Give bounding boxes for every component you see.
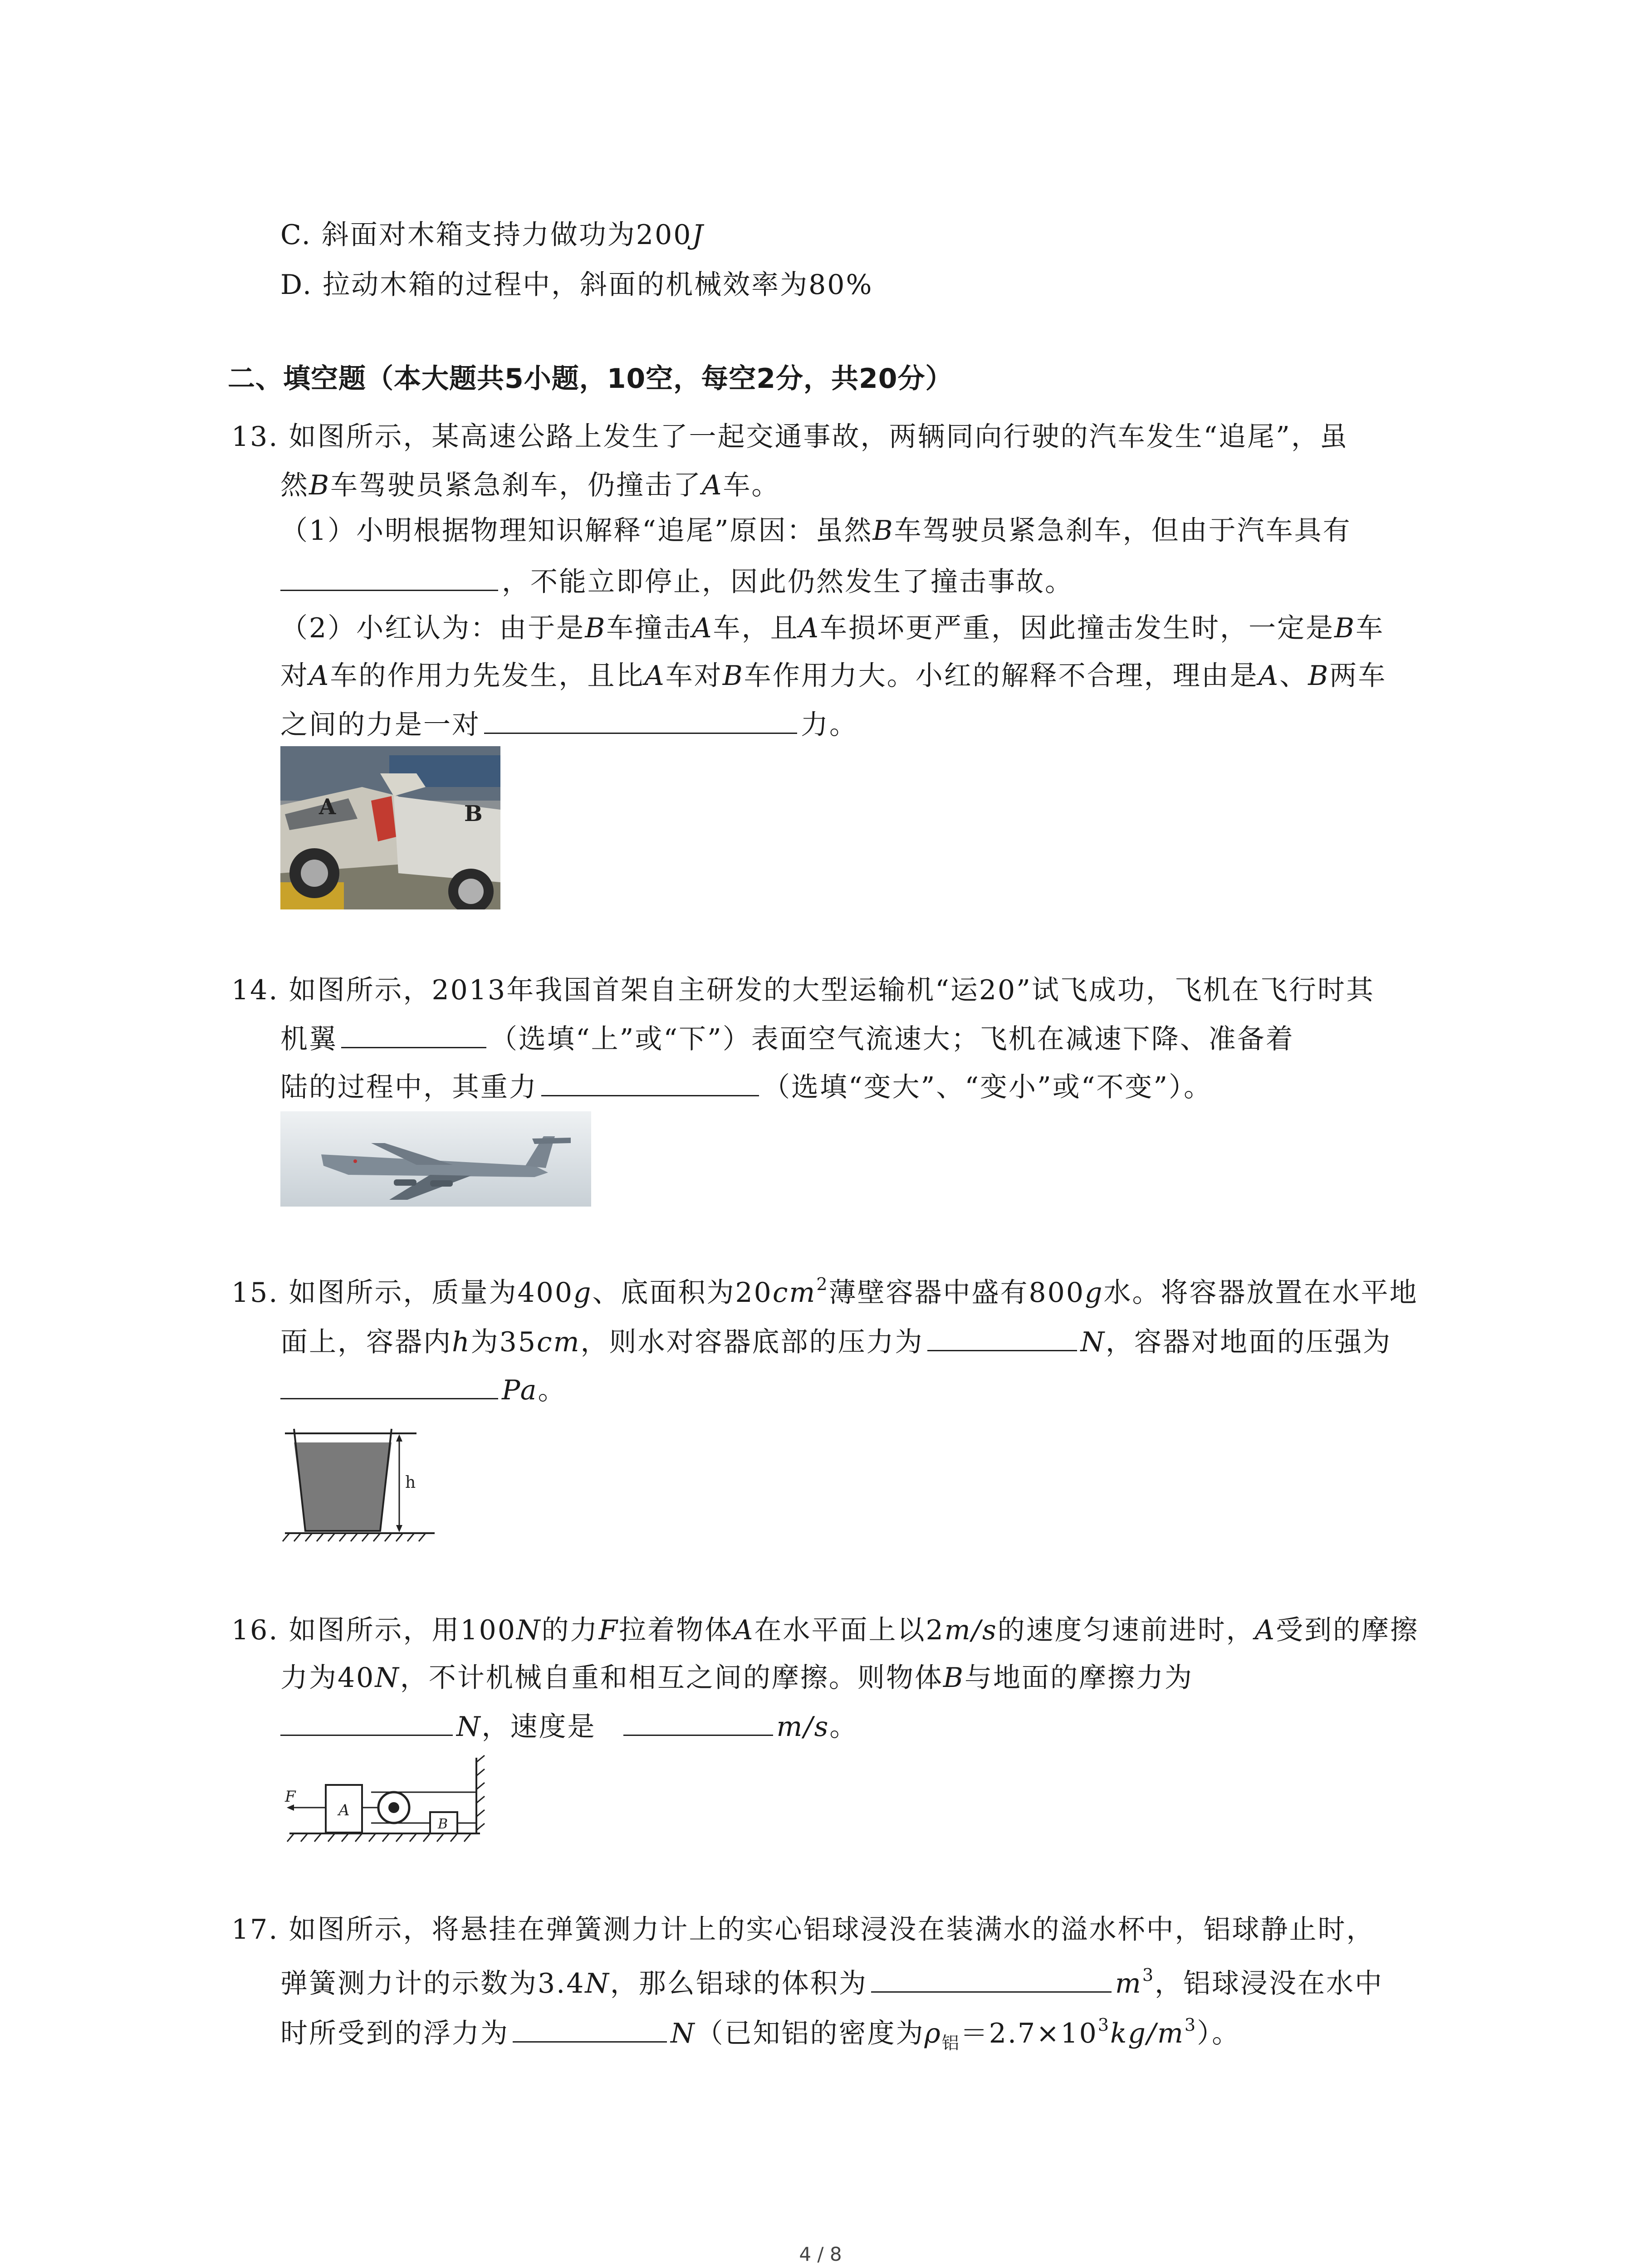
airplane-photo <box>280 1111 591 1207</box>
q17-line-3: 时所受到的浮力为 N（已知铝的密度为$\rho_铝=2.7\times 10^3kg/m^3$）。 <box>280 2015 1241 2053</box>
q13-part2-line-3: 之间的力是一对 力。 <box>280 705 858 743</box>
q16-line-3: N，速度是 m/s。 <box>280 1707 858 1745</box>
answer-blank[interactable] <box>927 1323 1077 1351</box>
q13-line-1: 13. 如图所示，某高速公路上发生了一起交通事故，两辆同向行驶的汽车发生“追尾”，虽 <box>231 421 1348 453</box>
option-c: C. 斜面对木箱支持力做功为200J <box>280 219 705 251</box>
page-number: 4 / 8 <box>799 2243 842 2265</box>
q15-line-2: 面上，容器内h为35cm，则水对容器底部的压力为 N，容器对地面的压强为 <box>280 1323 1391 1360</box>
answer-blank[interactable] <box>280 1707 453 1736</box>
q13-line-2: 然B车驾驶员紧急刹车，仍撞击了A车。 <box>280 469 780 501</box>
answer-blank[interactable] <box>541 1068 759 1096</box>
q15-line-3: Pa。 <box>280 1371 566 1408</box>
block-b-label: B <box>438 1816 448 1832</box>
height-label: h <box>405 1473 416 1492</box>
answer-blank[interactable] <box>484 705 797 734</box>
section-title: 二、填空题（本大题共5小题，10空，每空2分，共20分） <box>228 363 953 395</box>
answer-blank[interactable] <box>513 2014 667 2043</box>
q14-line-1: 14. 如图所示，2013年我国首架自主研发的大型运输机“运20”试飞成功，飞机在飞行时其 <box>231 974 1375 1006</box>
option-d: D. 拉动木箱的过程中，斜面的机械效率为80% <box>280 269 873 301</box>
q13-part1-line-2: ，不能立即停止，因此仍然发生了撞击事故。 <box>280 562 1073 600</box>
answer-blank[interactable] <box>341 1020 486 1048</box>
q13-part2-line-2: 对A车的作用力先发生，且比A车对B车作用力大。小红的解释不合理，理由是A、B两车 <box>280 660 1387 692</box>
q15-line-1: 15. 如图所示，质量为400g、底面积为$20cm^2$薄壁容器中盛有800g水。将容器放置在水平地 <box>231 1274 1418 1309</box>
answer-blank[interactable] <box>280 562 498 591</box>
car-b-label: B <box>464 801 483 826</box>
q14-line-3: 陆的过程中，其重力 （选填“变大”、“变小”或“不变”）。 <box>280 1068 1212 1105</box>
answer-blank[interactable] <box>623 1707 773 1736</box>
car-a-label: A <box>319 794 336 820</box>
block-a-label: A <box>338 1801 350 1819</box>
q16-line-1: 16. 如图所示，用100N的力F拉着物体A在水平面上以2m/s的速度匀速前进时，A受到的摩擦 <box>231 1614 1419 1646</box>
force-f-label: F <box>285 1788 296 1806</box>
q16-line-2: 力为40N，不计机械自重和相互之间的摩擦。则物体B与地面的摩擦力为 <box>280 1662 1193 1694</box>
q14-line-2: 机翼 （选填“上”或“下”）表面空气流速大；飞机在减速下降、准备着 <box>280 1020 1294 1057</box>
q13-part1-line-1: （1）小明根据物理知识解释“追尾”原因：虽然B车驾驶员紧急刹车，但由于汽车具有 <box>280 515 1352 547</box>
container-diagram <box>280 1420 444 1551</box>
q17-line-2: 弹簧测力计的示数为3.4N，那么铝球的体积为 $m^3$，铝球浸没在水中 <box>280 1965 1384 1999</box>
q13-part2-line-1: （2）小红认为：由于是B车撞击A车，且A车损坏更严重，因此撞击发生时，一定是B车 <box>280 612 1385 644</box>
q17-line-1: 17. 如图所示，将悬挂在弹簧测力计上的实心铝球浸没在装满水的溢水杯中，铝球静止时， <box>231 1914 1375 1945</box>
car-crash-photo <box>280 746 500 909</box>
answer-blank[interactable] <box>871 1964 1112 1993</box>
pulley-diagram <box>280 1751 494 1851</box>
answer-blank[interactable] <box>280 1371 498 1399</box>
